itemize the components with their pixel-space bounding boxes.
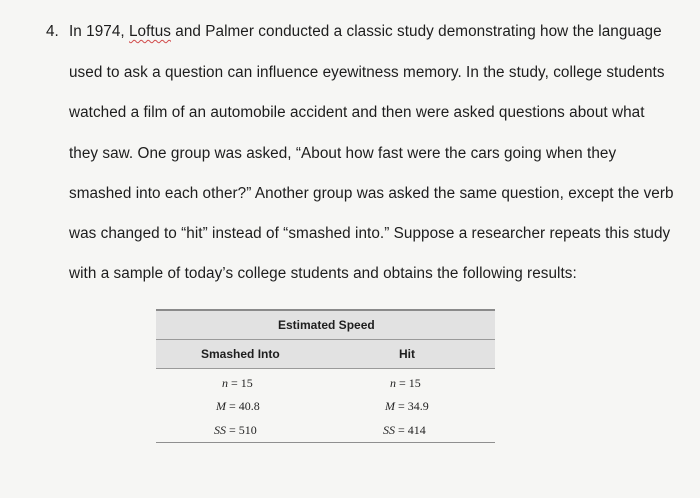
smashed-ss: SS = 510 xyxy=(214,423,257,437)
problem-line-3: watched a film of an automobile accident and then were asked questions about what xyxy=(69,104,645,121)
column-header-hit: Hit xyxy=(399,347,415,361)
hit-mean: M = 34.9 xyxy=(385,399,429,413)
smashed-mean: M = 40.8 xyxy=(216,399,260,413)
line-1-rest: and Palmer conducted a classic study demonstrating how the language xyxy=(170,23,662,40)
smashed-n: n = 15 xyxy=(222,376,253,390)
line-1-prefix: In 1974, xyxy=(69,23,129,40)
results-table xyxy=(156,309,495,444)
problem-line-4: they saw. One group was asked, “About how fast were the cars going when they xyxy=(69,145,617,162)
problem-line-6: was changed to “hit” instead of “smashed into.” Suppose a researcher repeats this study xyxy=(69,225,671,242)
problem-line-7: with a sample of today’s college students and obtains the following results: xyxy=(69,265,577,282)
problem-line-5: smashed into each other?” Another group was asked the same question, except the verb xyxy=(69,185,674,202)
problem-line-1 xyxy=(69,23,662,41)
problem-number: 4. xyxy=(46,23,59,40)
problem-line-2: used to ask a question can influence eyewitness memory. In the study, college students xyxy=(69,64,665,81)
hit-n: n = 15 xyxy=(390,376,421,390)
hit-ss: SS = 414 xyxy=(383,423,426,437)
spellcheck-flagged-word: Loftus xyxy=(129,23,171,40)
column-header-smashed: Smashed Into xyxy=(201,347,280,361)
table-title: Estimated Speed xyxy=(278,318,375,332)
table-bottom-rule xyxy=(156,442,495,443)
